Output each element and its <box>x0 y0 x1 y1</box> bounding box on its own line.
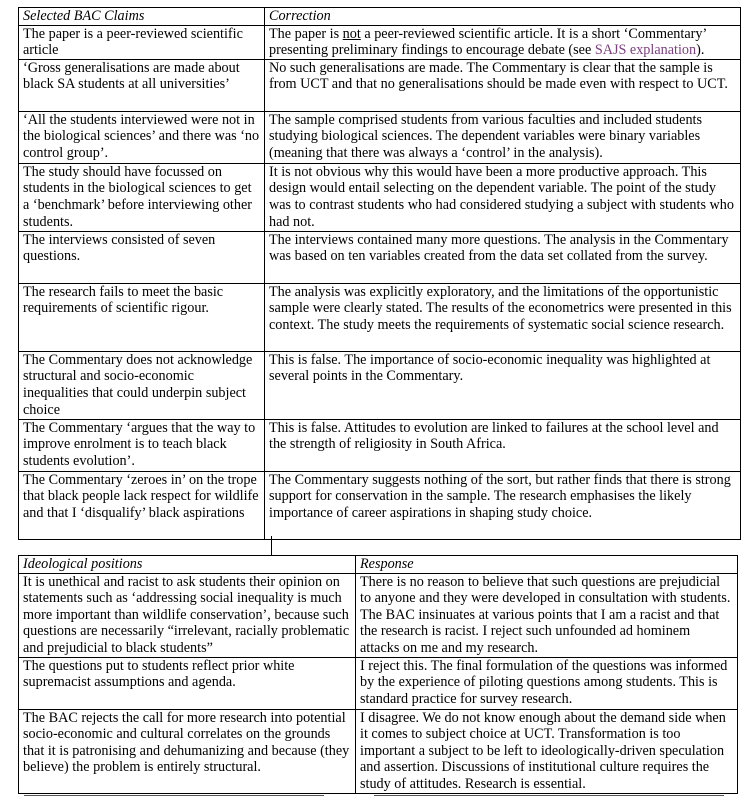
claim-cell: The interviews consisted of seven questions. <box>19 231 265 283</box>
claim-cell: The study should have focussed on students in the biological sciences to get a ‘benchmark’ before interviewing other students. <box>19 163 265 231</box>
correction-cell: It is not obvious why this would have been a more productive approach. This design would entail selecting on the dependent variable. The point of the study was to contrast students who had considered studying a subject with students who had not. <box>265 163 741 231</box>
correction-cell: The analysis was explicitly exploratory, and the limitations of the opportunistic sample were clearly stated. The results of the econometrics were presented in this context. The study meets the requirements of systematic social science research. <box>265 283 741 351</box>
response-cell: I disagree. We do not know enough about the demand side when it comes to subject choice at UCT. Transformation is too important a subject to be left to ideologically-driven speculation and assertion. Discussions of institutional culture requires the study of attitudes. Research is essential. <box>356 709 738 793</box>
correction-cell: The paper is not a peer-reviewed scientific article. It is a short ‘Commentary’ presenting preliminary findings to encourage debate (see SAJS explanation). <box>265 25 741 59</box>
position-cell: It is unethical and racist to ask students their opinion on statements such as ‘addressing social inequality is much more important than wildlife conservation’, because such questions are necessarily “irrelevant, racially problematic and prejudicial to black students” <box>19 573 356 657</box>
claim-cell: The Commentary ‘zeroes in’ on the trope that black people lack respect for wildlife and that I ‘disqualify’ black aspirations <box>19 471 265 539</box>
response-cell: I reject this. The final formulation of the questions was informed by the experience of piloting questions among students. This is standard practice for survey research. <box>356 657 738 709</box>
sajs-explanation-link[interactable]: SAJS explanation <box>594 42 697 59</box>
table-divider-stub <box>271 536 272 555</box>
claim-cell: ‘All the students interviewed were not in the biological sciences’ and there was ‘no control group’. <box>19 111 265 163</box>
correction-cell: No such generalisations are made. The Commentary is clear that the sample is from UCT and that no generalisations should be made even with respect to UCT. <box>265 59 741 111</box>
header-correction: Correction <box>265 8 741 26</box>
claim-cell: The Commentary does not acknowledge structural and socio-economic inequalities that could underpin subject choice <box>19 351 265 419</box>
emphasis-not: not <box>342 25 361 42</box>
claim-cell: The Commentary ‘argues that the way to improve enrolment is to teach black students evolution’. <box>19 419 265 471</box>
claim-cell: The research fails to meet the basic requirements of scientific rigour. <box>19 283 265 351</box>
correction-cell: The interviews contained many more questions. The analysis in the Commentary was based on ten variables created from the data set collated from the survey. <box>265 231 741 283</box>
header-ideological-positions: Ideological positions <box>19 556 356 574</box>
ideological-positions-table <box>18 555 738 794</box>
header-response: Response <box>356 556 738 574</box>
correction-cell: This is false. Attitudes to evolution are linked to failures at the school level and the strength of religiosity in South Africa. <box>265 419 741 471</box>
header-selected-bac-claims: Selected BAC Claims <box>19 8 265 26</box>
bac-claims-table <box>18 7 741 540</box>
correction-cell: This is false. The importance of socio-economic inequality was highlighted at several points in the Commentary. <box>265 351 741 419</box>
response-cell: There is no reason to believe that such questions are prejudicial to anyone and they were developed in consultation with students. The BAC insinuates at various points that I am a racist and that the research is racist. I reject such unfounded ad hominem attacks on me and my research. <box>356 573 738 657</box>
position-cell: The questions put to students reflect prior white supremacist assumptions and agenda. <box>19 657 356 709</box>
claim-cell: The paper is a peer-reviewed scientific article <box>19 25 265 59</box>
cut-off-next-row <box>14 792 740 798</box>
position-cell: The BAC rejects the call for more research into potential socio-economic and cultural correlates on the grounds that it is patronising and dehumanizing and because (they believe) the problem is entirely structural. <box>19 709 356 793</box>
correction-cell: The sample comprised students from various faculties and included students studying biological sciences. The dependent variables were binary variables (meaning that there was always a ‘control’ in the analysis). <box>265 111 741 163</box>
correction-cell: The Commentary suggests nothing of the sort, but rather finds that there is strong support for conservation in the sample. The research emphasises the likely importance of career aspirations in shaping study choice. <box>265 471 741 539</box>
claim-cell: ‘Gross generalisations are made about black SA students at all universities’ <box>19 59 265 111</box>
